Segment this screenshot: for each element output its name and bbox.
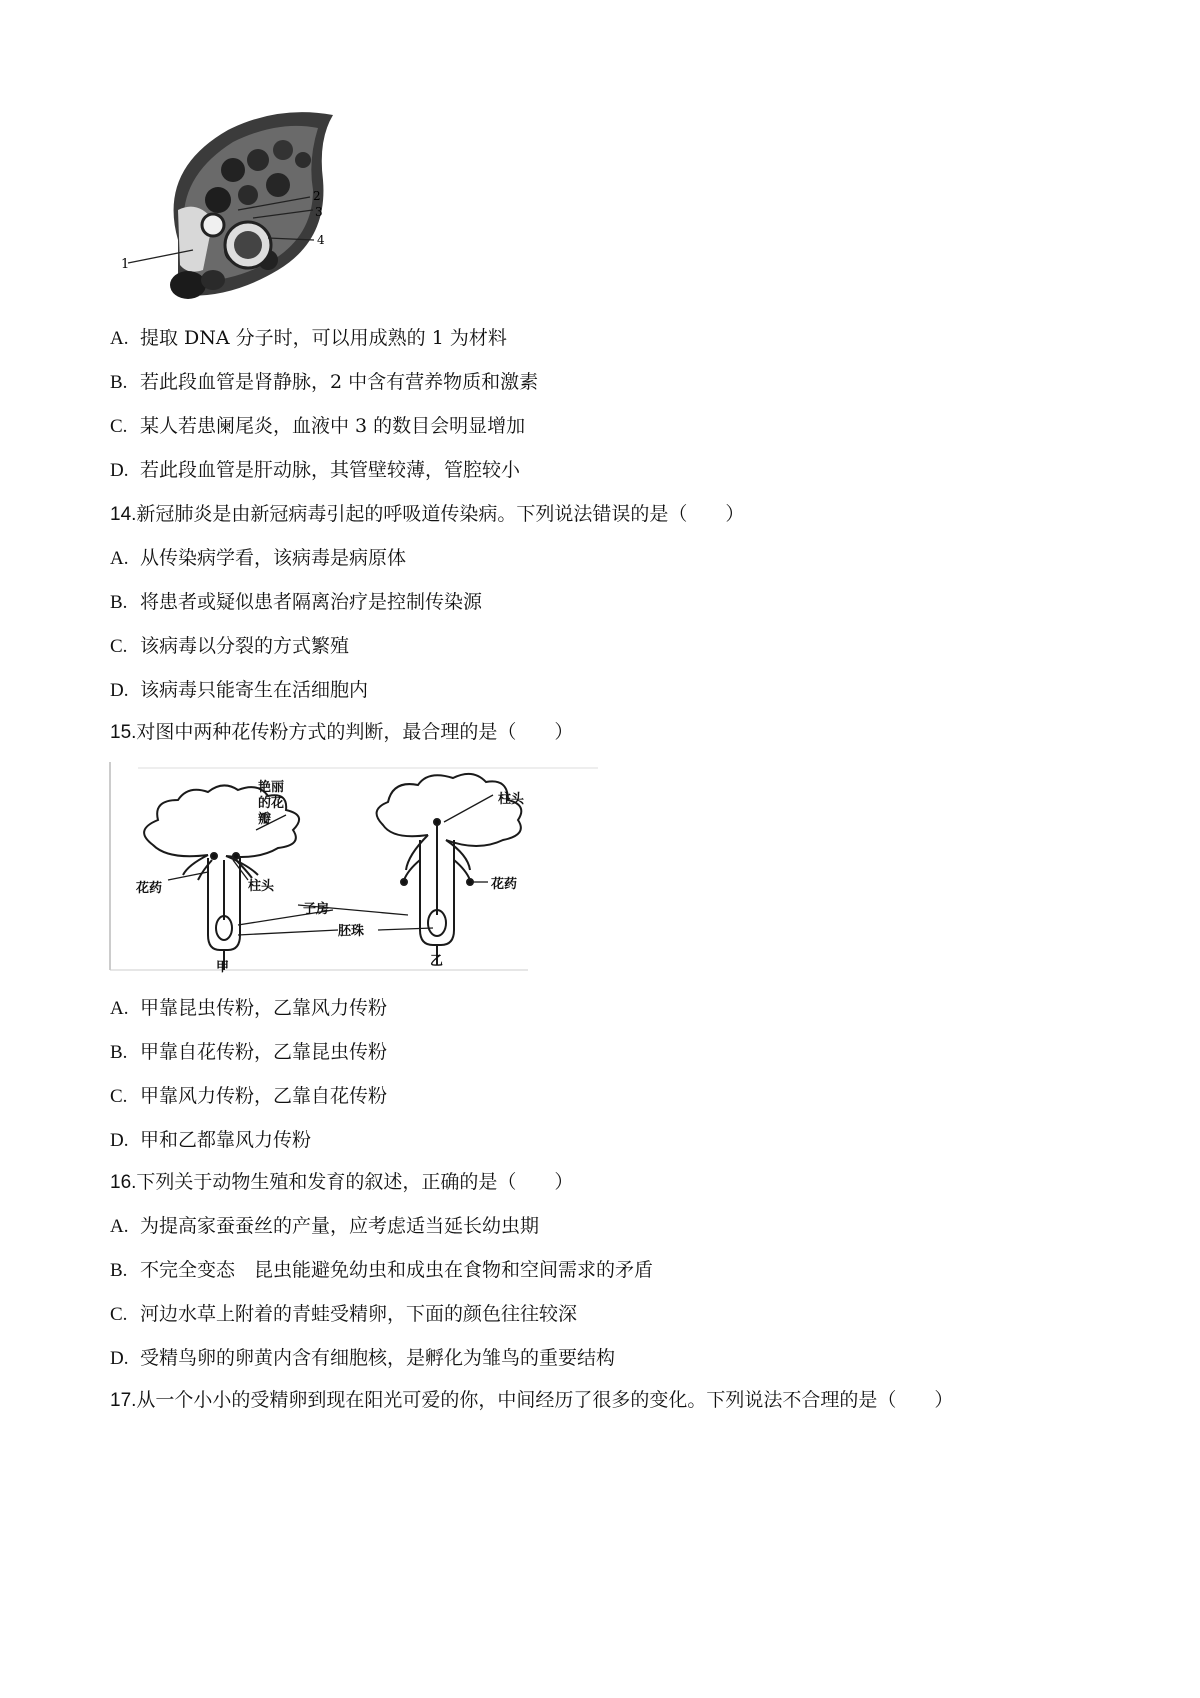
flower-label-yi: 乙 bbox=[430, 954, 444, 969]
flower-label-stigma-right: 柱头 bbox=[498, 792, 525, 807]
q15-option-a: A. 甲靠昆虫传粉，乙靠风力传粉 bbox=[110, 997, 388, 1019]
fig13-label-2: 2 bbox=[313, 189, 321, 203]
q15-option-b: B. 甲靠自花传粉，乙靠昆虫传粉 bbox=[110, 1041, 388, 1063]
q14-stem: 14.新冠肺炎是由新冠病毒引起的呼吸道传染病。下列说法错误的是（ ） bbox=[110, 503, 745, 525]
flower-label-stigma-left: 柱头 bbox=[248, 879, 275, 894]
q16-option-d: D. 受精鸟卵的卵黄内含有细胞核，是孵化为雏鸟的重要结构 bbox=[110, 1347, 616, 1369]
q16-option-c: C. 河边水草上附着的青蛙受精卵，下面的颜色往往较深 bbox=[110, 1303, 578, 1325]
fig13-label-1: 1 bbox=[121, 257, 130, 272]
q16-option-b: B. 不完全变态 昆虫能避免幼虫和成虫在食物和空间需求的矛盾 bbox=[110, 1259, 654, 1281]
blood-vessel-figure bbox=[118, 100, 358, 315]
q15-option-c: C. 甲靠风力传粉，乙靠自花传粉 bbox=[110, 1085, 388, 1107]
flower-label-anther-right: 花药 bbox=[491, 877, 518, 892]
fig13-label-4: 4 bbox=[317, 233, 325, 247]
q14-option-a: A. 从传染病学看，该病毒是病原体 bbox=[110, 547, 407, 569]
flower-label-ovule: 胚珠 bbox=[338, 924, 365, 939]
q14-option-d: D. 该病毒只能寄生在活细胞内 bbox=[110, 679, 369, 701]
flower-label-ovary: 子房 bbox=[303, 902, 330, 917]
q14-option-c: C. 该病毒以分裂的方式繁殖 bbox=[110, 635, 350, 657]
q14-option-b: B. 将患者或疑似患者隔离治疗是控制传染源 bbox=[110, 591, 483, 613]
flower-label-jia: 甲 bbox=[216, 960, 230, 975]
q17-stem: 17.从一个小小的受精卵到现在阳光可爱的你，中间经历了很多的变化。下列说法不合理的是（ ） bbox=[110, 1389, 954, 1411]
flower-pollination-figure bbox=[108, 760, 598, 980]
q16-option-a: A. 为提高家蚕蚕丝的产量，应考虑适当延长幼虫期 bbox=[110, 1215, 540, 1237]
q15-option-d: D. 甲和乙都靠风力传粉 bbox=[110, 1129, 312, 1151]
q13-option-c: C. 某人若患阑尾炎，血液中 3 的数目会明显增加 bbox=[110, 415, 526, 437]
flower-label-petal: 艳丽的花瓣 bbox=[258, 780, 285, 827]
fig13-label-3: 3 bbox=[315, 205, 323, 219]
flower-label-anther-left: 花药 bbox=[136, 881, 163, 896]
q15-stem: 15.对图中两种花传粉方式的判断，最合理的是（ ） bbox=[110, 721, 574, 743]
q16-stem: 16.下列关于动物生殖和发育的叙述，正确的是（ ） bbox=[110, 1171, 574, 1193]
q13-option-a: A. 提取 DNA 分子时，可以用成熟的 1 为材料 bbox=[110, 327, 507, 349]
q13-option-d: D. 若此段血管是肝动脉，其管壁较薄，管腔较小 bbox=[110, 459, 521, 481]
q13-option-b: B. 若此段血管是肾静脉，2 中含有营养物质和激素 bbox=[110, 371, 539, 393]
